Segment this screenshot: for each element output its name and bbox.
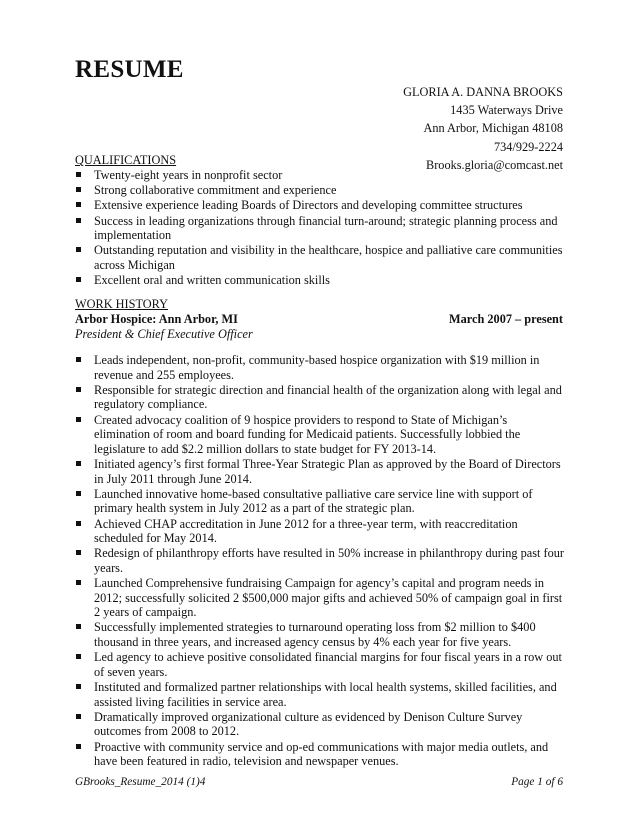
- bullet-square-icon: [76, 521, 81, 526]
- bullet-square-icon: [76, 744, 81, 749]
- bullet-square-icon: [76, 417, 81, 422]
- contact-name: GLORIA A. DANNA BROOKS: [403, 85, 563, 99]
- footer-page-number: Page 1 of 6: [511, 776, 563, 788]
- bullet-square-icon: [76, 580, 81, 585]
- footer-filename: GBrooks_Resume_2014 (1)4: [75, 776, 206, 788]
- contact-street: 1435 Waterways Drive: [450, 103, 563, 118]
- bullet-square-icon: [76, 357, 81, 362]
- list-item: [75, 710, 565, 739]
- list-item: [75, 383, 565, 412]
- list-item: [75, 487, 565, 516]
- list-item: [75, 620, 565, 649]
- list-item: [75, 650, 565, 679]
- qualifications-list: [75, 168, 565, 288]
- document-title: RESUME: [75, 56, 184, 83]
- list-item-text: Successfully implemented strategies to turnaround operating loss from $2 million to $400 thousand in three years, and increased agency census by 4% each year for five years.: [94, 620, 536, 650]
- list-item: [75, 353, 565, 382]
- list-item-text: Responsible for strategic direction and financial health of the organization along with legal and regulatory compliance.: [94, 382, 562, 412]
- list-item-text: Redesign of philanthropy efforts have resulted in 50% increase in philanthropy during past four years.: [94, 546, 565, 575]
- bullet-square-icon: [76, 187, 81, 192]
- contact-block: [403, 83, 563, 174]
- bullet-square-icon: [76, 387, 81, 392]
- list-item: [75, 168, 565, 183]
- list-item-text: Initiated agency’s first formal Three-Year Strategic Plan as approved by the Board of Directors in July 2011 through June 2014.: [94, 456, 561, 486]
- list-item-text: Created advocacy coalition of 9 hospice providers to respond to State of Michigan’s elimination of room and board funding for Medicaid patients. Successfully lobbied the legislature to add $2.2 million dollars to state budget for FY 2013-14.: [94, 412, 521, 456]
- list-item: [75, 457, 565, 486]
- list-item-text: Launched Comprehensive fundraising Campaign for agency’s capital and program needs in 2012; successfully solicited 2 $500,000 major gifts and achieved 50% of campaign goal in first 2 years of campaign.: [94, 576, 563, 620]
- list-item: [75, 576, 565, 620]
- list-item-text: Success in leading organizations through financial turn-around; strategic planning process and implementation: [94, 213, 558, 243]
- job-title: President & Chief Executive Officer: [75, 327, 253, 341]
- list-item: [75, 243, 565, 272]
- work-history-heading: WORK HISTORY: [75, 297, 169, 311]
- list-item-text: Excellent oral and written communication skills: [94, 273, 330, 288]
- contact-email: Brooks.gloria@comcast.net: [426, 157, 563, 172]
- bullet-square-icon: [76, 202, 81, 207]
- list-item: [75, 273, 565, 288]
- bullet-square-icon: [76, 277, 81, 282]
- job-dates: March 2007 – present: [449, 312, 563, 326]
- bullet-square-icon: [76, 654, 81, 659]
- bullet-square-icon: [76, 218, 81, 223]
- bullet-square-icon: [76, 714, 81, 719]
- job-duties-list: [75, 353, 565, 769]
- list-item-text: Strong collaborative commitment and experience: [94, 183, 337, 198]
- list-item-text: Twenty-eight years in nonprofit sector: [94, 168, 283, 182]
- bullet-square-icon: [76, 247, 81, 252]
- list-item: [75, 546, 565, 575]
- bullet-square-icon: [76, 684, 81, 689]
- list-item-text: Achieved CHAP accreditation in June 2012 for a three-year term, with reaccreditation scheduled for May 2014.: [94, 516, 518, 546]
- list-item: [75, 413, 565, 457]
- list-item: [75, 740, 565, 769]
- list-item-text: Leads independent, non-profit, community-based hospice organization with $19 million in revenue and 255 employees.: [94, 353, 540, 382]
- bullet-square-icon: [76, 461, 81, 466]
- bullet-square-icon: [76, 624, 81, 629]
- list-item-text: Dramatically improved organizational culture as evidenced by Denison Culture Survey outcomes from 2008 to 2012.: [94, 709, 523, 739]
- list-item-text: Extensive experience leading Boards of Directors and developing committee structures: [94, 198, 523, 213]
- list-item-text: Led agency to achieve positive consolidated financial margins for four fiscal years in a row out of seven years.: [94, 650, 562, 679]
- bullet-square-icon: [76, 172, 81, 177]
- list-item-text: Outstanding reputation and visibility in the healthcare, hospice and palliative care communities across Michigan: [94, 243, 563, 272]
- job-organization: Arbor Hospice: Ann Arbor, MI: [75, 312, 238, 326]
- list-item: [75, 680, 565, 709]
- list-item-text: Instituted and formalized partner relationships with local health systems, skilled facilities, and assisted living facilities in service area.: [94, 680, 557, 709]
- bullet-square-icon: [76, 491, 81, 496]
- list-item-text: Launched innovative home-based consultative palliative care service line with support of primary health system in July 2012 as a part of the strategic plan.: [94, 486, 533, 516]
- list-item: [75, 517, 565, 546]
- bullet-square-icon: [76, 550, 81, 555]
- contact-city: Ann Arbor, Michigan 48108: [423, 121, 563, 136]
- list-item: [75, 183, 565, 198]
- list-item: [75, 198, 565, 213]
- list-item-text: Proactive with community service and op-ed communications with major media outlets, and have been featured in radio, television and newspaper venues.: [94, 739, 549, 769]
- qualifications-heading: QUALIFICATIONS: [75, 153, 177, 167]
- list-item: [75, 214, 565, 243]
- contact-phone: 734/929-2224: [494, 139, 563, 154]
